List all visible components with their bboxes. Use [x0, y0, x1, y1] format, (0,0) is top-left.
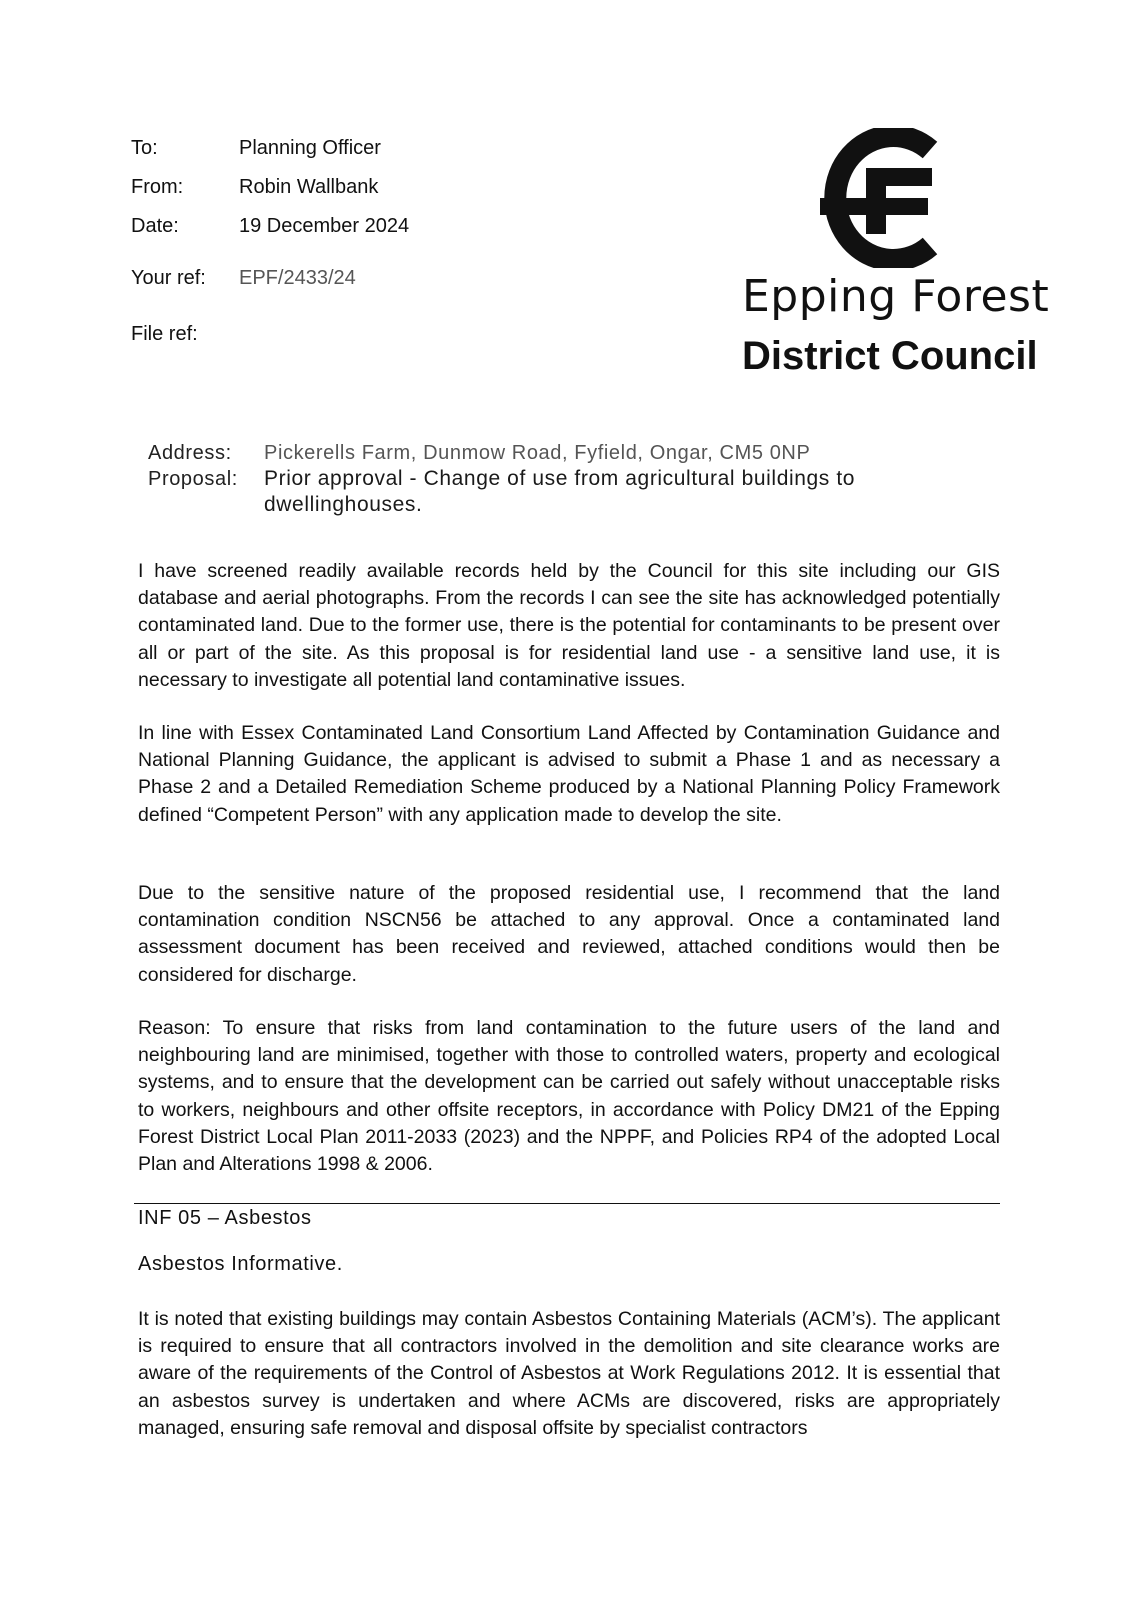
memo-date-value: 19 December 2024 [239, 215, 410, 237]
body-paragraph-4-reason: Reason: To ensure that risks from land contamination to the future users of the land and neighbouring land are minimised, together with those to controlled waters, property and ecological systems, and to ensure that the development can be carried out safely without unacceptable risks to workers, neighbours and other offsite receptors, in accordance with Policy DM21 of the Epping Forest District Local Plan 2011-2033 (2023) and the NPPF, and Policies RP4 of the adopted Local Plan and Alterations 1998 & 2006. [138, 1017, 1000, 1176]
informative-heading: INF 05 – Asbestos [138, 1207, 312, 1229]
body-paragraph-2: In line with Essex Contaminated Land Consortium Land Affected by Contamination Guidance and National Planning Guidance, the applicant is advised to submit a Phase 1 and as necessary a Phase 2 and a Detailed Remediation Scheme produced by a National Planning Policy Framework defined “Competent Person” with any application made to develop the site. [138, 722, 1000, 826]
memo-from-value: Robin Wallbank [239, 176, 379, 198]
logo-title: Epping Forest [742, 271, 1050, 322]
proposal-value: Prior approval - Change of use from agricultural buildings to dwellinghouses. [264, 467, 856, 516]
council-logo [742, 128, 1062, 388]
memo-from-label: From: [131, 176, 184, 198]
ef-monogram-icon [814, 128, 944, 268]
memo-file-ref-label: File ref: [131, 323, 198, 345]
address-value: Pickerells Farm, Dunmow Road, Fyfield, Ongar, CM5 0NP [264, 442, 811, 464]
memo-date-label: Date: [131, 215, 179, 237]
section-divider [134, 1203, 1000, 1204]
address-label: Address: [148, 442, 232, 464]
memo-your-ref-label: Your ref: [131, 267, 206, 289]
proposal-label: Proposal: [148, 468, 238, 490]
informative-subheading: Asbestos Informative. [138, 1253, 343, 1275]
informative-paragraph: It is noted that existing buildings may contain Asbestos Containing Materials (ACM’s). The applicant is required to ensure that all contractors involved in the demolition and site clearance works are aware of the requirements of the Control of Asbestos at Work Regulations 2012. It is essential that an asbestos survey is undertaken and where ACMs are discovered, risks are appropriately managed, ensuring safe removal and disposal offsite by specialist contractors [138, 1308, 1000, 1439]
body-paragraph-3: Due to the sensitive nature of the proposed residential use, I recommend that the land contamination condition NSCN56 be attached to any approval. Once a contaminated land assessment document has been received and reviewed, attached conditions would then be considered for discharge. [138, 882, 1000, 986]
memo-your-ref-value: EPF/2433/24 [239, 267, 356, 289]
memo-to-value: Planning Officer [239, 137, 381, 159]
logo-subtitle: District Council [742, 334, 1038, 378]
memo-to-label: To: [131, 137, 158, 159]
body-paragraph-1: I have screened readily available records held by the Council for this site including our GIS database and aerial photographs. From the records I can see the site has acknowledged potentially contaminated land. Due to the former use, there is the potential for contaminants to be present over all or part of the site. As this proposal is for residential land use - a sensitive land use, it is necessary to investigate all potential land contaminative issues. [138, 560, 1000, 691]
